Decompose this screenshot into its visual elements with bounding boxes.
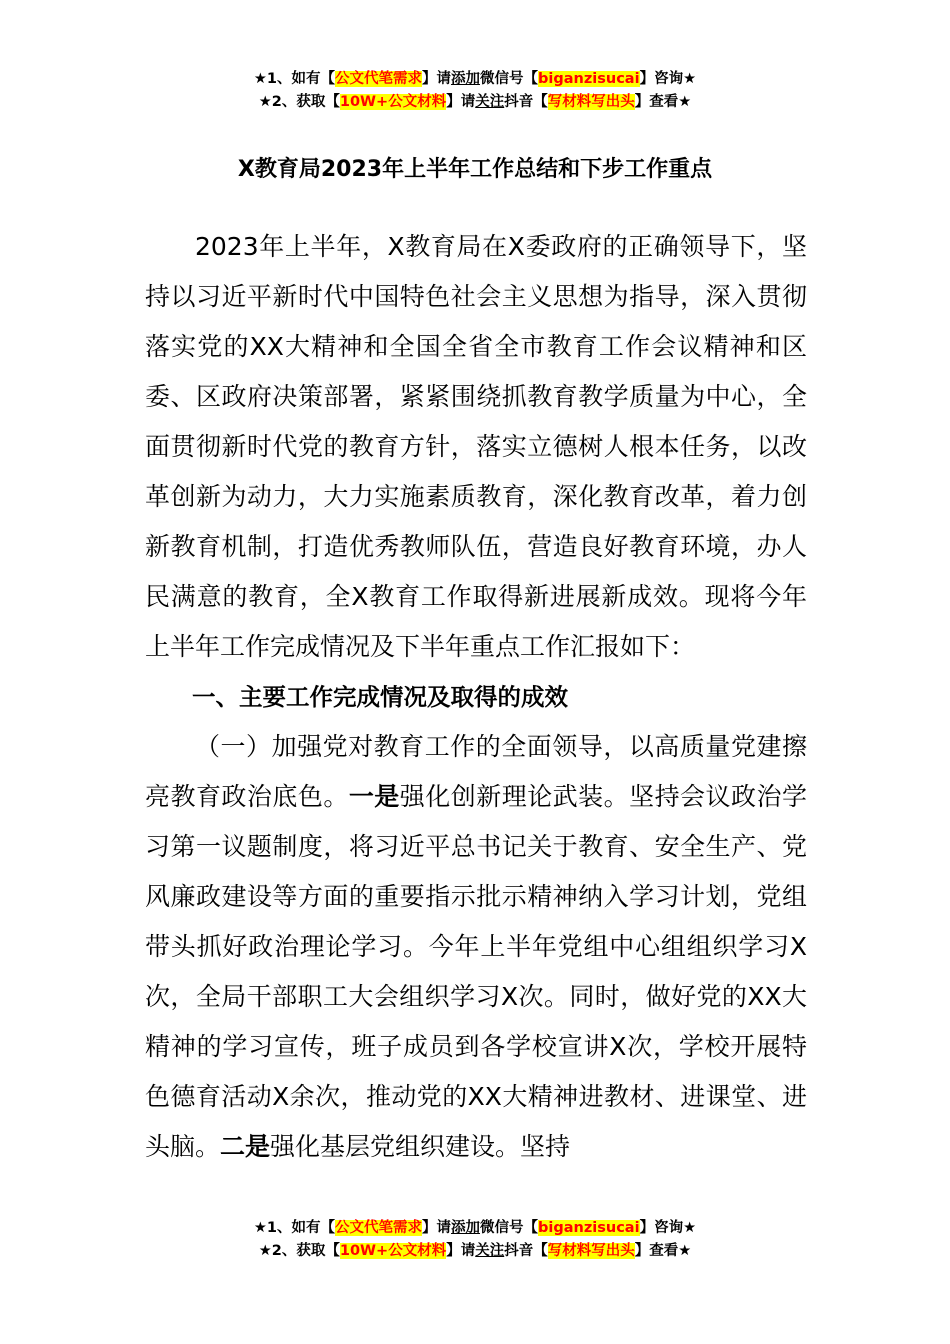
banner-highlight: 公文代笔需求	[335, 1220, 423, 1236]
document-body	[145, 222, 807, 1172]
banner-text: 微信号【	[480, 71, 539, 87]
intro-paragraph: 2023年上半年，X教育局在X委政府的正确领导下，坚持以习近平新时代中国特色社会主义思想为指导，深入贯彻落实党的XX大精神和全国全省全市教育工作会议精神和区委、区政府决策部署，紧紧围绕抓教育教学质量为中心，全面贯彻新时代党的教育方针，落实立德树人根本任务，以改革创新为动力，大力实施素质教育，深化教育改革，着力创新教育机制，打造优秀教师队伍，营造良好教育环境，办人民满意的教育，全X教育工作取得新进展新成效。现将今年上半年工作完成情况及下半年重点工作汇报如下：	[145, 232, 807, 661]
document-title: X教育局2023年上半年工作总结和下步工作重点	[237, 157, 713, 182]
banner-highlight: 公文代笔需求	[335, 71, 423, 87]
banner-highlight: 写材料写出头	[547, 94, 635, 110]
banner-text: 】请	[446, 94, 476, 110]
banner-text: 】请	[422, 71, 452, 87]
banner-line-2	[0, 1240, 950, 1263]
paragraph-text: 强化基层党组织建设。坚持	[270, 1132, 571, 1161]
banner-highlight: 10W+公文材料	[339, 94, 447, 110]
banner-underline: 添加	[451, 1220, 481, 1236]
banner-text: ★2、获取【	[258, 1243, 340, 1259]
banner-text: 抖音【	[504, 94, 548, 110]
section-heading: 一、主要工作完成情况及取得的成效	[192, 683, 568, 711]
bottom-banner	[0, 1217, 950, 1263]
banner-line-2	[0, 91, 950, 114]
banner-line-1	[0, 68, 950, 91]
paragraph-lead: （一）加强党对教育工作的全面领导，以高质量党建擦亮教育政治底色。	[145, 732, 807, 811]
banner-underline: 关注	[475, 1243, 505, 1259]
bold-marker: 一是	[348, 782, 400, 811]
banner-text: 】查看★	[634, 94, 692, 110]
banner-highlight: 10W+公文材料	[339, 1243, 447, 1259]
banner-line-1	[0, 1217, 950, 1240]
banner-text: ★1、如有【	[253, 71, 336, 87]
banner-text: 】咨询★	[639, 1220, 697, 1236]
banner-text: ★1、如有【	[253, 1220, 336, 1236]
banner-text: ★2、获取【	[258, 94, 340, 110]
banner-text: 】咨询★	[639, 71, 697, 87]
banner-text: 微信号【	[480, 1220, 539, 1236]
banner-highlight: 写材料写出头	[547, 1243, 635, 1259]
body-paragraph	[145, 722, 807, 1172]
banner-text: 】请	[422, 1220, 452, 1236]
banner-underline: 添加	[451, 71, 481, 87]
banner-text: 抖音【	[504, 1243, 548, 1259]
banner-text: 】查看★	[634, 1243, 692, 1259]
banner-text: 】请	[446, 1243, 476, 1259]
banner-underline: 关注	[475, 94, 505, 110]
banner-highlight: biganzisucai	[538, 1220, 640, 1236]
paragraph-text: 强化创新理论武装。坚持会议政治学习第一议题制度，将习近平总书记关于教育、安全生产、党风廉政建设等方面的重要指示批示精神纳入学习计划，党组带头抓好政治理论学习。今年上半年党组中心组组织学习X次，全局干部职工大会组织学习X次。同时，做好党的XX大精神的学习宣传，班子成员到各学校宣讲X次，学校开展特色德育活动X余次，推动党的XX大精神进教材、进课堂、进头脑。	[145, 782, 807, 1161]
banner-highlight: biganzisucai	[538, 71, 640, 87]
bold-marker: 二是	[220, 1132, 271, 1161]
top-banner	[0, 68, 950, 114]
